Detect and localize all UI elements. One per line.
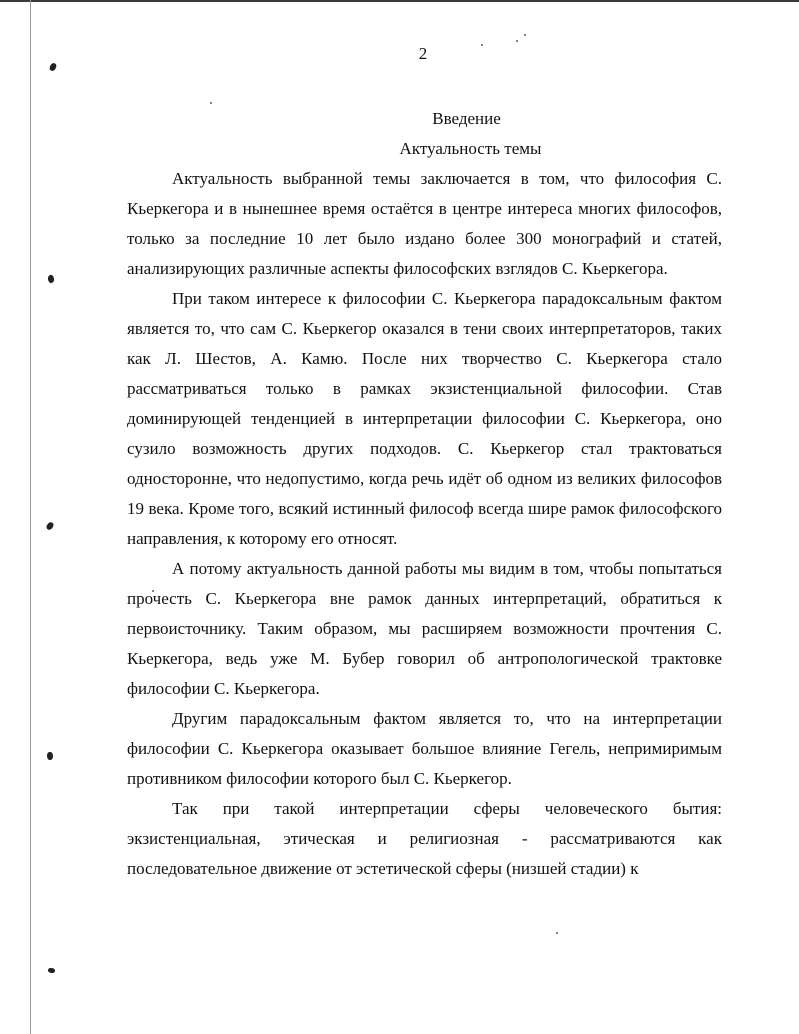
paragraph-5: Так при такой интерпретации сферы человеческого бытия: экзистенциальная, этическая и религиозная - рассматриваются как последовательное движение от эстетической сферы (низшей стадии) к (127, 799, 722, 878)
scan-left-edge (30, 0, 31, 1034)
section-subheading: Актуальность темы (399, 139, 542, 158)
scan-speck (524, 34, 526, 36)
scan-top-border (0, 0, 799, 2)
paragraph-2: При таком интересе к философии С. Кьеркегора парадоксальным фактом является то, что сам С. Кьеркегор оказался в тени своих интерпретаторов, таких как Л. Шестов, А. Камю. После них творчество С. Кьеркегора стало рассматриваться только в рамках экзистенциальной философии. Став доминирующей тенденцией в интерпретации философии С. Кьеркегора, оно сузило возможность других подходов. С. Кьеркегор стал трактоваться односторонне, что недопустимо, когда речь идёт об одном из великих философов 19 века. Кроме того, всякий истинный философ всегда шире рамок философского направления, к которому его относят. (127, 289, 722, 548)
paragraph-4: Другим парадоксальным фактом является то, что на интерпретации философии С. Кьеркегора оказывает большое влияние Гегель, непримиримым противником философии которого был С. Кьеркегор. (127, 709, 722, 788)
binding-hole-mark (45, 521, 54, 531)
scan-speck (516, 40, 518, 42)
paragraph-3: А потому актуальность данной работы мы видим в том, чтобы попытаться прочесть С. Кьеркегора вне рамок данных интерпретаций, обратиться к первоисточнику. Таким образом, мы расширяем возможности прочтения С. Кьеркегора, ведь уже М. Бубер говорил об антропологической трактовке философии С. Кьеркегора. (127, 559, 722, 698)
binding-hole-mark (47, 274, 55, 283)
scan-speck (556, 932, 558, 934)
binding-hole-mark (47, 967, 55, 974)
section-heading: Введение (432, 109, 501, 128)
page-number: 2 (418, 44, 428, 63)
binding-hole-mark (46, 752, 53, 761)
document-body (127, 104, 722, 884)
paragraph-1: Актуальность выбранной темы заключается в том, что философия С. Кьеркегора и в нынешнее время остаётся в центре интереса многих философов, только за последние 10 лет было издано более 300 монографий и статей, анализирующих различные аспекты философских взглядов С. Кьеркегора. (127, 169, 722, 278)
